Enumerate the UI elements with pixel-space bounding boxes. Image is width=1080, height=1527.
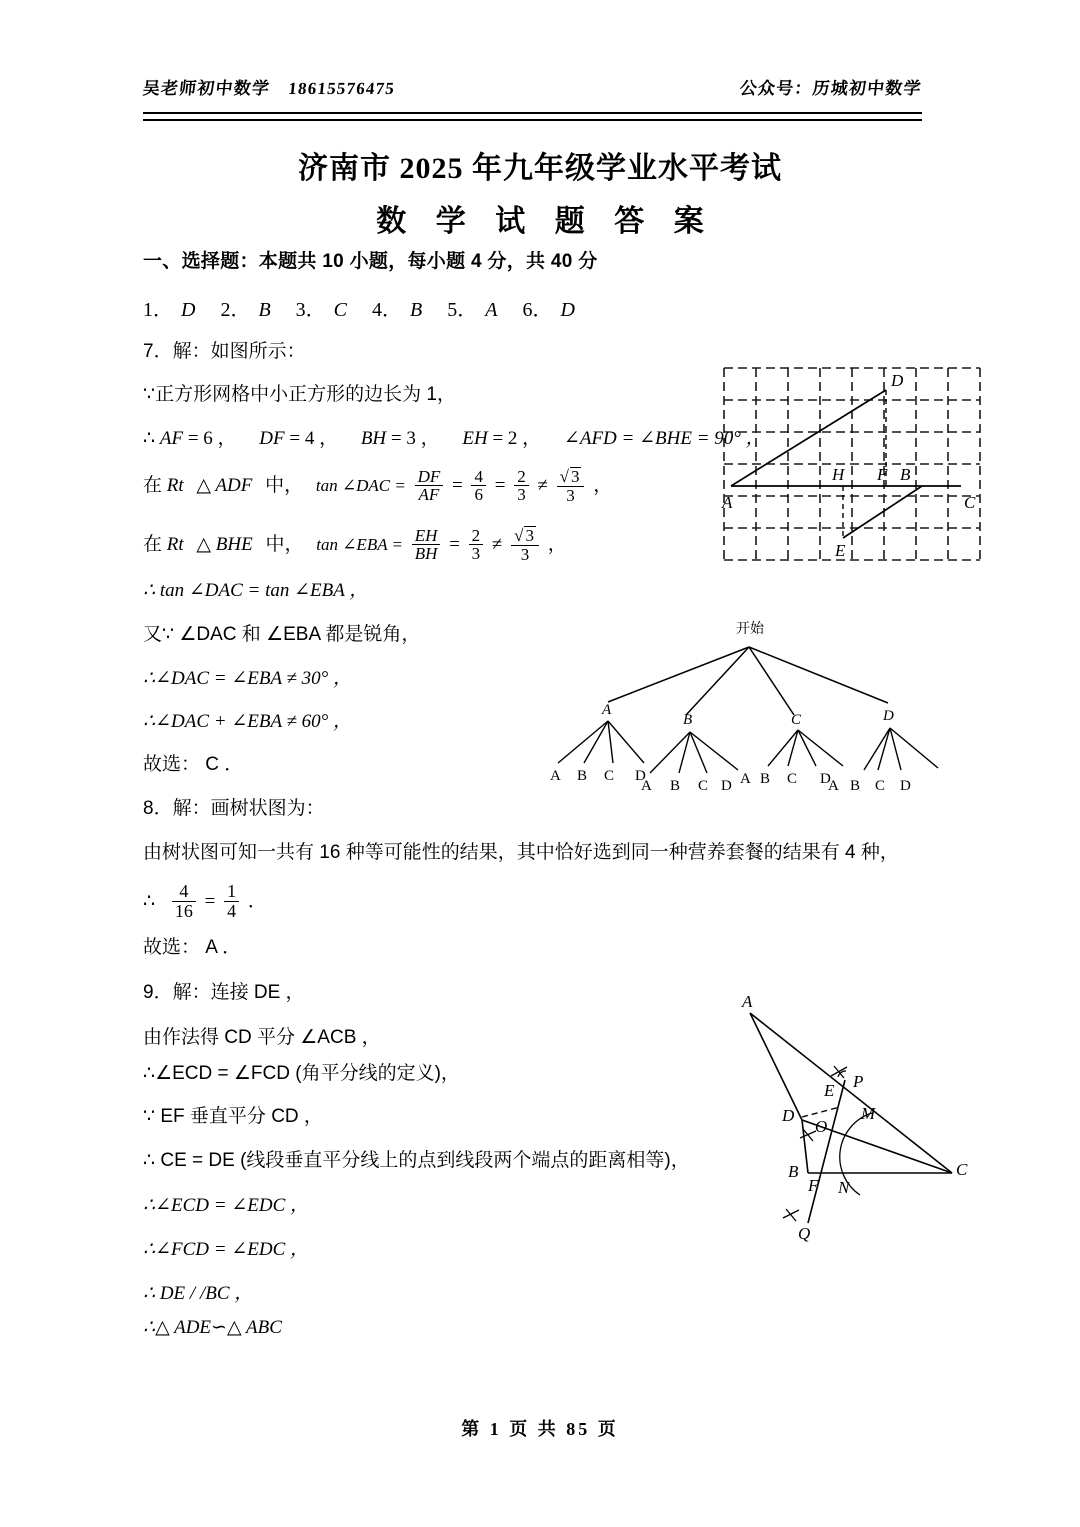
header-left-text: 吴老师初中数学 18615576475 xyxy=(141,79,397,98)
answer-item-6: 6． D xyxy=(522,299,575,321)
label-P: P xyxy=(853,1072,864,1091)
q8-line-1: 8．解：画树状图为： xyxy=(143,798,325,819)
tree-node-B: B xyxy=(683,712,693,728)
label-A: A xyxy=(742,995,753,1011)
label-H: H xyxy=(832,465,845,484)
label-F: F xyxy=(808,1176,819,1195)
segment-DB xyxy=(802,1120,808,1173)
q7-line-8: ∴∠DAC = ∠EBA ≠ 30° ， xyxy=(143,668,353,689)
q9-line-5: ∴ CE = DE (线段垂直平分线上的点到线段两个端点的距离相等)， xyxy=(143,1150,690,1171)
label-N: N xyxy=(838,1178,850,1197)
label-M: M xyxy=(861,1104,876,1123)
tree-node-C: C xyxy=(791,712,802,728)
label-D: D xyxy=(891,371,904,390)
label-A: A xyxy=(722,493,733,512)
label-C: C xyxy=(956,1160,968,1179)
tree-node-D: D xyxy=(883,708,894,724)
tree-leaf-d2: D xyxy=(721,778,732,794)
q8-line-4-answer: 故选： A ． xyxy=(143,937,242,958)
tree-leaf-c2: C xyxy=(698,778,709,794)
label-F: F xyxy=(877,465,888,484)
tree-level1-edges xyxy=(608,647,888,715)
q7-line-3: ∴ AF = 6 ， DF = 4 ， BH = 3 ， EH = 2 ， ∠AFD = ∠BHE = 90° ， xyxy=(143,428,765,449)
tree-leaf-c4: C xyxy=(875,778,886,794)
q8-line-2: 由树状图可知一共有 16 种等可能性的结果，其中恰好选到同一种营养套餐的结果有 4 种， xyxy=(143,842,899,863)
tree-leaf-d4: D xyxy=(900,778,911,794)
segment-EB xyxy=(843,486,922,538)
q9-line-4: ∵ EF 垂直平分 CD ， xyxy=(143,1106,323,1127)
fraction-2-3: $\frac{2}{3}$ xyxy=(514,468,529,505)
page-subtitle: 数 学 试 题 答 案 xyxy=(376,205,715,238)
tree-leaf-d3: D xyxy=(820,771,831,787)
q7-line-6: ∴ tan ∠DAC = tan ∠EBA ， xyxy=(143,580,369,601)
fraction-4-6: $\frac{4}{6}$ xyxy=(471,468,486,505)
fraction-2-3-b: $\frac{2}{3}$ xyxy=(469,527,484,564)
tree-leaf-a2: A xyxy=(641,778,652,794)
q7-grid-svg xyxy=(715,358,990,570)
page-title: 济南市 2025 年九年级学业水平考试 xyxy=(298,152,782,185)
segment-AD xyxy=(731,390,886,486)
tree-root-label: 开始 xyxy=(736,620,764,636)
sqrt-3-glyph: √ 3 xyxy=(559,467,580,486)
answer-item-2: 2． B xyxy=(220,299,271,321)
fraction-sqrt3-3-b: $\frac{√ 3}{3}$ xyxy=(511,526,539,564)
answer-item-4: 4． B xyxy=(372,299,423,321)
fraction-eh-bh: $\frac{EH}{BH}$ xyxy=(412,527,441,564)
q9-line-3: ∴∠ECD = ∠FCD (角平分线的定义)， xyxy=(143,1063,460,1084)
running-header xyxy=(143,74,922,104)
label-O: O xyxy=(815,1117,828,1136)
tree-leaf-c1: C xyxy=(604,768,615,784)
q7-grid-figure xyxy=(715,358,990,575)
tree-leaf-c3: C xyxy=(787,771,798,787)
tree-leaf-a4: A xyxy=(828,778,839,794)
choice-answers-row xyxy=(143,300,595,320)
section-heading-choice: 一、选择题：本题共 10 小题，每小题 4 分，共 40 分 xyxy=(143,251,598,272)
tree-leaf-a3: A xyxy=(740,771,751,787)
q8-tree-svg xyxy=(540,618,980,798)
fraction-sqrt3-3: $\frac{√ 3}{3}$ xyxy=(557,467,585,505)
q9-line-7: ∴∠FCD = ∠EDC ， xyxy=(143,1239,309,1260)
q7-line-5-tan-eba: 在 Rt △ BHE 中， tan ∠EBA = $\frac{EH}{BH}$ = $\frac{2}{3}$ ≠ $\frac{√ 3}{3}$ ， xyxy=(143,525,567,564)
q7-line-2: ∵正方形网格中小正方形的边长为 1， xyxy=(143,384,456,405)
label-B: B xyxy=(788,1162,799,1181)
label-E: E xyxy=(824,1081,835,1100)
sqrt-3-glyph-b: √ 3 xyxy=(514,526,534,545)
q7-line-1: 7．解：如图所示： xyxy=(143,341,306,362)
segment-DE-dashed xyxy=(802,1107,840,1117)
segment-AC xyxy=(750,1013,952,1173)
fraction-df-af: $\frac{DF}{AF}$ xyxy=(415,468,444,505)
page-footer: 第 1 页 共 85 页 xyxy=(461,1419,619,1439)
answer-item-1: 1． D xyxy=(143,299,196,321)
tree-leaf-b2: B xyxy=(670,778,681,794)
q8-tree-figure xyxy=(540,618,980,803)
q8-line-3-probability: ∴ $\frac{4}{16}$ = $\frac{1}{4}$ ． xyxy=(143,881,267,921)
answer-item-5: 5． A xyxy=(447,299,498,321)
q7-line-10-answer: 故选： C ． xyxy=(143,754,244,775)
label-D: D xyxy=(782,1106,795,1125)
q9-line-2: 由作法得 CD 平分 ∠ACB ， xyxy=(143,1027,381,1048)
header-divider-rule xyxy=(143,112,922,121)
q9-geometry-svg xyxy=(720,995,980,1250)
tree-leaf-a1: A xyxy=(550,768,561,784)
q9-line-6: ∴∠ECD = ∠EDC ， xyxy=(143,1195,309,1216)
tree-leaf-b1: B xyxy=(577,768,588,784)
answer-item-3: 3． C xyxy=(295,299,348,321)
label-B: B xyxy=(900,465,911,484)
q9-line-8: ∴ DE / /BC ， xyxy=(143,1283,254,1304)
q7-line-9: ∴∠DAC + ∠EBA ≠ 60° ， xyxy=(143,711,353,732)
q7-line-4-tan-dac: 在 Rt △ ADF 中， tan ∠DAC = $\frac{DF}{AF}$ = $\frac{4}{6}$ = $\frac{2}{3}$ ≠ $\frac{√ 3}{3}$ ， xyxy=(143,466,613,505)
q9-line-1: 9．解：连接 DE ， xyxy=(143,982,305,1003)
tree-leaf-d1: D xyxy=(635,768,646,784)
fraction-1-4: $\frac{1}{4}$ xyxy=(224,882,239,921)
tree-level2-edges xyxy=(558,721,938,773)
header-right-text: 公众号：历城初中数学 xyxy=(738,79,923,98)
segment-AB-upper xyxy=(750,1013,802,1120)
label-E: E xyxy=(835,541,846,560)
label-C: C xyxy=(964,493,976,512)
q9-line-9: ∴△ ADE∽△ ABC xyxy=(143,1317,282,1338)
tree-node-A: A xyxy=(602,702,612,718)
q9-geometry-figure xyxy=(720,995,980,1255)
label-Q: Q xyxy=(798,1224,811,1243)
tree-leaf-b4: B xyxy=(850,778,861,794)
tree-leaf-b3: B xyxy=(760,771,771,787)
fraction-4-16: $\frac{4}{16}$ xyxy=(172,882,196,921)
q7-line-7: 又∵ ∠DAC 和 ∠EBA 都是锐角， xyxy=(143,624,421,645)
